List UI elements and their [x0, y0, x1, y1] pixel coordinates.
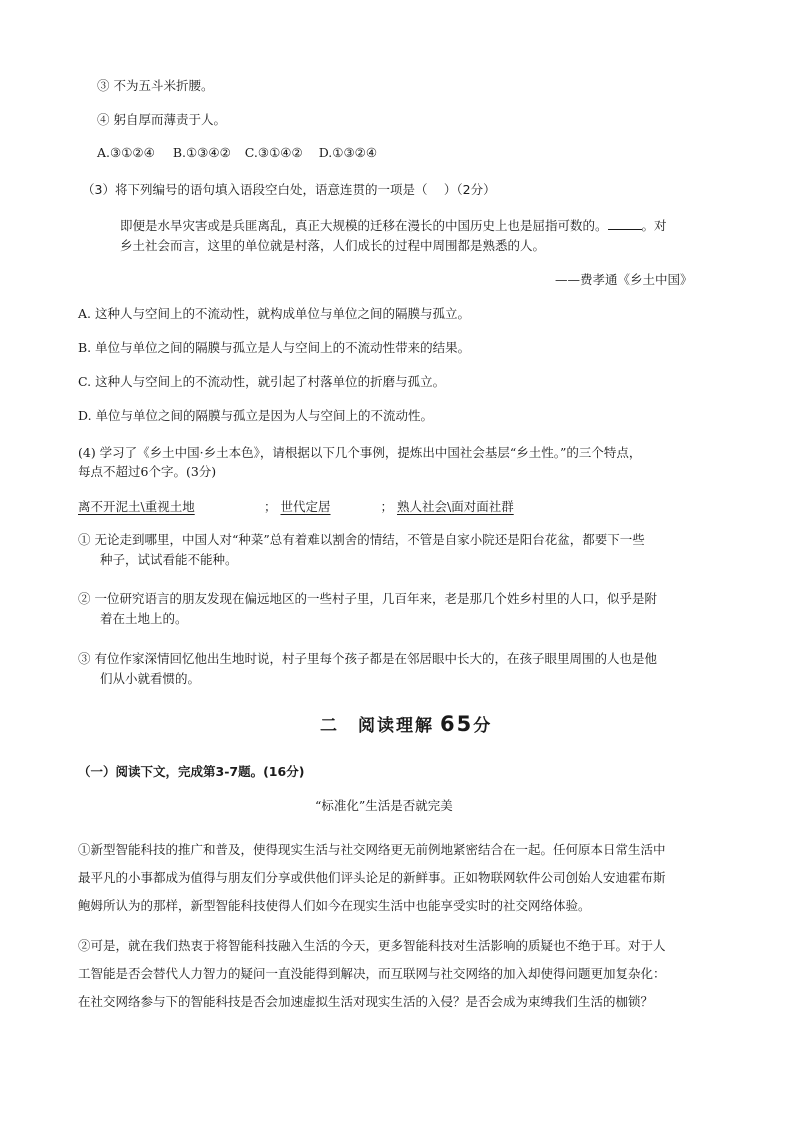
q2-options	[97, 143, 377, 163]
section-2-title: 二 阅读理解 65分	[320, 712, 493, 736]
q2-option-a[interactable]: A.③①②④	[97, 145, 155, 160]
q4-example-1-line-2: 种子，试试看能不能种。	[100, 552, 238, 567]
paragraph-1-line-3: 鲍姆所认为的那样，新型智能科技使得人们如今在现实生活中也能享受实时的社交网络体验。	[78, 898, 591, 913]
q3-option-a[interactable]: A. 这种人与空间上的不流动性，就构成单位与单位之间的隔膜与孤立。	[78, 306, 470, 321]
q4-example-3-line-2: 们从小就看惯的。	[100, 671, 201, 686]
q2-item-4: ④ 躬自厚而薄责于人。	[97, 112, 226, 127]
fill-in-blank[interactable]	[608, 217, 642, 230]
q2-option-c[interactable]: C.③①④②	[244, 145, 303, 160]
q2-option-b[interactable]: B.①③④②	[172, 145, 231, 160]
paragraph-2-line-2: 工智能是否会替代人力智力的疑问一直没能得到解决，而互联网与社交网络的加入却使得问题更加复杂化：	[78, 966, 666, 981]
paragraph-2-line-1: ②可是，就在我们热衷于将智能科技融入生活的今天，更多智能科技对生活影响的质疑也不绝于耳。对于人	[78, 938, 666, 953]
q4-example-2-line-1: ② 一位研究语言的朋友发现在偏远地区的一些村子里，几百年来，老是那几个姓乡村里的人口，似乎是附	[78, 591, 657, 606]
q3-passage-line-2: 乡土社会而言，这里的单位就是村落，人们成长的过程中周围都是熟悉的人。	[120, 238, 546, 253]
q3-option-c[interactable]: C. 这种人与空间上的不流动性，就引起了村落单位的折磨与孤立。	[78, 374, 446, 389]
q4-example-2-line-2: 着在土地上的。	[100, 611, 188, 626]
q3-source: ——费孝通《乡土中国》	[555, 272, 693, 287]
q3-stem: （3）将下列编号的语句填入语段空白处，语意连贯的一项是（ ）（2分）	[82, 182, 496, 197]
q3-option-b[interactable]: B. 单位与单位之间的隔膜与孤立是人与空间上的不流动性带来的结果。	[78, 340, 471, 355]
q4-example-3-line-1: ③ 有位作家深情回忆他出生地时说，村子里每个孩子都是在邻居眼中长大的，在孩子眼里周围的人也是他	[78, 651, 657, 666]
q4-stem-line-2: 每点不超过6个字。(3分)	[78, 464, 217, 479]
answer-3[interactable]: 熟人社会\面对面社群	[397, 499, 514, 514]
answer-1[interactable]: 离不开泥土\重视土地	[78, 499, 195, 514]
q2-item-3: ③ 不为五斗米折腰。	[97, 78, 214, 93]
q4-answer-line: 离不开泥土\重视土地 ； 世代定居 ； 熟人社会\面对面社群	[78, 497, 577, 517]
article-title: “标准化”生活是否就完美	[315, 798, 453, 813]
paragraph-2-line-3: 在社交网络参与下的智能科技是否会加速虚拟生活对现实生活的入侵？是否会成为束缚我们生活的枷锁？	[78, 994, 654, 1009]
paragraph-1-line-1: ①新型智能科技的推广和普及，使得现实生活与社交网络更无前例地紧密结合在一起。任何原本日常生活中	[78, 842, 666, 857]
part-1-heading: （一）阅读下文，完成第3-7题。(16分)	[78, 764, 305, 779]
paragraph-1-line-2: 最平凡的小事都成为值得与朋友们分享或供他们评头论足的新鲜事。正如物联网软件公司创始人安迪霍布斯	[78, 870, 666, 885]
q3-passage-line-1: 即便是水旱灾害或是兵匪离乱，真正大规模的迁移在漫长的中国历史上也是屈指可数的。 。对	[120, 218, 667, 233]
answer-2[interactable]: 世代定居	[280, 499, 331, 514]
q3-option-d[interactable]: D. 单位与单位之间的隔膜与孤立是因为人与空间上的不流动性。	[78, 408, 434, 423]
q4-stem-line-1: (4) 学习了《乡土中国·乡土本色》，请根据以下几个事例，提炼出中国社会基层“乡土性。”的三个特点，	[78, 445, 642, 460]
q2-option-d[interactable]: D.①③②④	[318, 145, 378, 160]
q4-example-1-line-1: ① 无论走到哪里，中国人对“种菜”总有着难以割舍的情结，不管是自家小院还是阳台花盆，都要下一些	[78, 532, 645, 547]
